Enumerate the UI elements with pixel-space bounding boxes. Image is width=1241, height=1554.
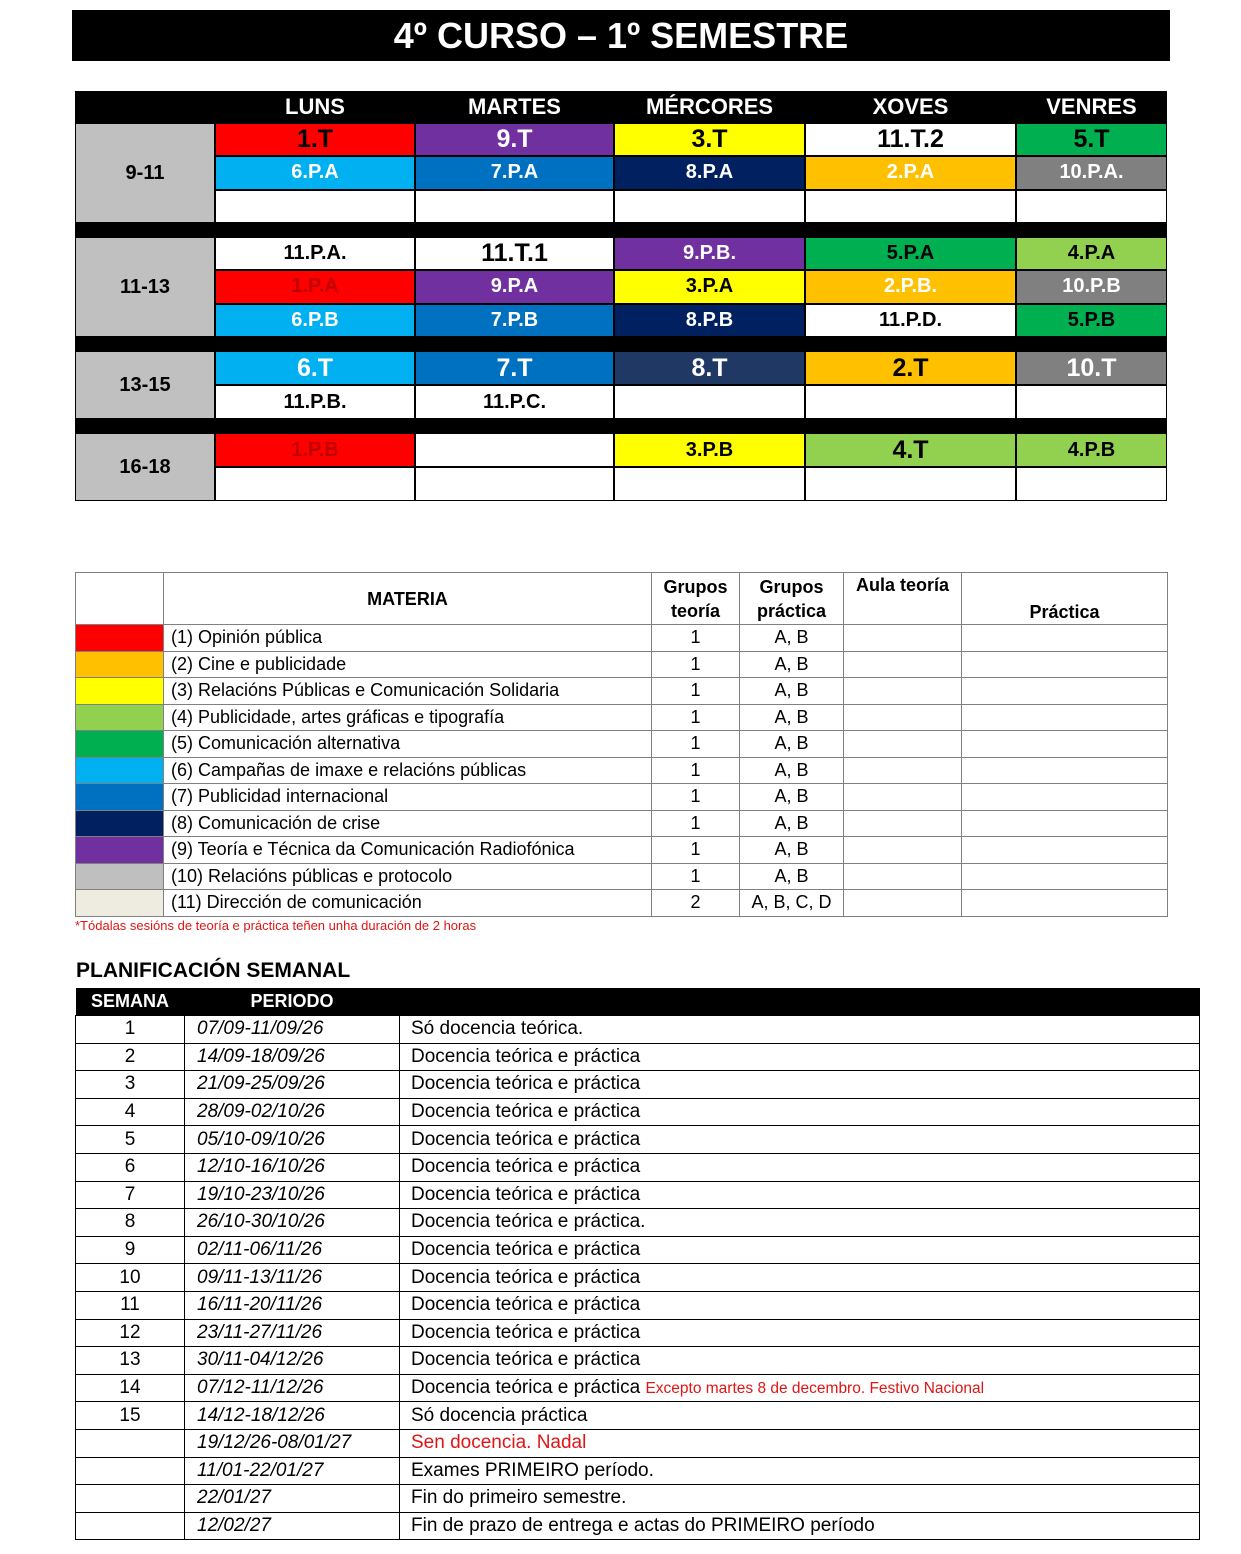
grupos-practica-value: A, B (740, 837, 844, 864)
class-slot: 11.P.C. (415, 385, 614, 419)
grupos-teoria-value: 1 (652, 810, 740, 837)
subject-color-swatch (76, 890, 164, 917)
aula-teoria-value (844, 784, 962, 811)
planning-row (76, 1347, 1200, 1375)
period-dates: 28/09-02/10/26 (185, 1098, 400, 1126)
week-number (76, 1457, 185, 1485)
description-text: Exames PRIMEIRO período. (411, 1459, 654, 1481)
week-number: 3 (76, 1071, 185, 1099)
description-text: Docencia teórica e práctica. (411, 1211, 646, 1233)
class-slot: 10.P.B (1016, 270, 1167, 303)
class-slot: 9.T (415, 123, 614, 156)
grupos-teoria-value: 1 (652, 651, 740, 678)
day-header-mércores: MÉRCORES (614, 91, 805, 123)
grupos-teoria-value: 1 (652, 731, 740, 758)
planning-row (76, 1126, 1200, 1154)
period-dates: 30/11-04/12/26 (185, 1347, 400, 1375)
day-header-martes: MARTES (415, 91, 614, 123)
subject-color-swatch (76, 757, 164, 784)
page-title: 4º CURSO – 1º SEMESTRE (72, 10, 1170, 61)
planning-row (76, 1209, 1200, 1237)
week-description (400, 1374, 1200, 1402)
week-description (400, 1236, 1200, 1264)
grupos-teoria-header: Grupos teoría (652, 573, 740, 625)
block-separator (75, 337, 1167, 351)
planning-row (76, 1374, 1200, 1402)
subject-color-swatch (76, 731, 164, 758)
class-slot: 9.P.B. (614, 237, 805, 270)
subject-row (76, 651, 1168, 678)
subject-color-swatch (76, 837, 164, 864)
materia-header: MATERIA (164, 573, 652, 625)
subject-row (76, 678, 1168, 705)
week-number: 4 (76, 1098, 185, 1126)
class-slot: 6.T (215, 351, 415, 385)
time-slot-16-18: 16-18 (75, 433, 215, 501)
empty-slot (415, 433, 614, 467)
period-dates: 14/12-18/12/26 (185, 1402, 400, 1430)
week-description (400, 1126, 1200, 1154)
description-text: Docencia teórica e práctica (411, 1128, 641, 1150)
week-description (400, 1429, 1200, 1457)
day-header-venres: VENRES (1016, 91, 1167, 123)
class-slot: 5.P.A (805, 237, 1016, 270)
period-dates: 19/12/26-08/01/27 (185, 1429, 400, 1457)
class-slot: 2.T (805, 351, 1016, 385)
grupos-practica-value: A, B (740, 704, 844, 731)
class-slot: 11.P.B. (215, 385, 415, 419)
week-number (76, 1512, 185, 1540)
subject-name: (1) Opinión pública (164, 625, 652, 652)
description-text: Docencia teórica e práctica (411, 1349, 641, 1371)
subject-name: (5) Comunicación alternativa (164, 731, 652, 758)
subject-row (76, 784, 1168, 811)
description-text: Docencia teórica e práctica (411, 1321, 641, 1343)
planning-row (76, 1043, 1200, 1071)
block-separator (75, 419, 1167, 433)
grupos-practica-value: A, B (740, 678, 844, 705)
class-slot: 8.P.A (614, 156, 805, 189)
class-slot: 5.T (1016, 123, 1167, 156)
class-slot: 8.T (614, 351, 805, 385)
practica-value (962, 810, 1168, 837)
class-slot: 11.T.2 (805, 123, 1016, 156)
class-slot: 10.P.A. (1016, 156, 1167, 189)
week-number: 15 (76, 1402, 185, 1430)
period-dates: 07/09-11/09/26 (185, 1016, 400, 1044)
week-description (400, 1485, 1200, 1513)
empty-slot (805, 385, 1016, 419)
semana-header: SEMANA (76, 988, 185, 1016)
periodo-header: PERIODO (185, 988, 400, 1016)
block-separator (75, 223, 1167, 237)
week-number (76, 1429, 185, 1457)
class-slot: 3.P.B (614, 433, 805, 467)
class-slot: 1.P.A (215, 270, 415, 303)
week-description (400, 1181, 1200, 1209)
planning-row (76, 1016, 1200, 1044)
empty-slot (415, 467, 614, 501)
planning-row (76, 1098, 1200, 1126)
week-number: 13 (76, 1347, 185, 1375)
practica-value (962, 837, 1168, 864)
subject-row (76, 890, 1168, 917)
holiday-note: Excepto martes 8 de decembro. Festivo Nacional (645, 1380, 985, 1398)
class-slot: 1.T (215, 123, 415, 156)
description-text: Docencia teórica e práctica (411, 1239, 641, 1261)
planning-title: PLANIFICACIÓN SEMANAL (76, 959, 351, 982)
period-dates: 26/10-30/10/26 (185, 1209, 400, 1237)
subject-row (76, 810, 1168, 837)
descricion-header (400, 988, 1200, 1016)
grupos-teoria-value: 1 (652, 704, 740, 731)
planning-row (76, 1153, 1200, 1181)
grupos-teoria-value: 1 (652, 863, 740, 890)
period-dates: 22/01/27 (185, 1485, 400, 1513)
description-text: Docencia teórica e práctica (411, 1183, 641, 1205)
class-slot: 4.T (805, 433, 1016, 467)
period-dates: 21/09-25/09/26 (185, 1071, 400, 1099)
period-dates: 16/11-20/11/26 (185, 1291, 400, 1319)
week-description (400, 1209, 1200, 1237)
description-text: Docencia teórica e práctica (411, 1266, 641, 1288)
grupos-practica-value: A, B (740, 810, 844, 837)
class-slot: 3.P.A (614, 270, 805, 303)
grupos-teoria-value: 1 (652, 837, 740, 864)
class-slot: 5.P.B (1016, 304, 1167, 337)
practica-value (962, 704, 1168, 731)
week-description (400, 1291, 1200, 1319)
empty-slot (215, 190, 415, 223)
class-slot: 3.T (614, 123, 805, 156)
planning-row (76, 1429, 1200, 1457)
empty-slot (614, 467, 805, 501)
duration-note: *Tódalas sesións de teoría e práctica teñen unha duración de 2 horas (75, 918, 477, 933)
time-slot-9-11: 9-11 (75, 123, 215, 223)
day-header-xoves: XOVES (805, 91, 1016, 123)
week-number (76, 1485, 185, 1513)
subject-color-swatch (76, 678, 164, 705)
week-number: 10 (76, 1264, 185, 1292)
empty-slot (614, 385, 805, 419)
empty-slot (1016, 467, 1167, 501)
aula-teoria-value (844, 863, 962, 890)
grupos-teoria-value: 2 (652, 890, 740, 917)
practica-value (962, 678, 1168, 705)
grupos-teoria-value: 1 (652, 784, 740, 811)
grupos-practica-value: A, B (740, 757, 844, 784)
class-slot: 4.P.B (1016, 433, 1167, 467)
week-description (400, 1153, 1200, 1181)
week-description (400, 1264, 1200, 1292)
description-text: Docencia teórica e práctica (411, 1073, 641, 1095)
practica-value (962, 731, 1168, 758)
grupos-practica-value: A, B (740, 863, 844, 890)
week-number: 9 (76, 1236, 185, 1264)
subject-name: (3) Relacións Públicas e Comunicación Solidaria (164, 678, 652, 705)
aula-teoria-header: Aula teoría (844, 573, 962, 625)
day-header-luns: LUNS (215, 91, 415, 123)
subject-color-swatch (76, 784, 164, 811)
period-dates: 07/12-11/12/26 (185, 1374, 400, 1402)
period-dates: 23/11-27/11/26 (185, 1319, 400, 1347)
class-slot: 6.P.A (215, 156, 415, 189)
week-description (400, 1402, 1200, 1430)
practica-header: Práctica (962, 573, 1168, 625)
empty-slot (415, 190, 614, 223)
week-number: 2 (76, 1043, 185, 1071)
class-slot: 10.T (1016, 351, 1167, 385)
practica-value (962, 757, 1168, 784)
empty-slot (1016, 190, 1167, 223)
description-text: Fin de prazo de entrega e actas do PRIMEIRO período (411, 1514, 875, 1536)
week-number: 11 (76, 1291, 185, 1319)
subject-name: (6) Campañas de imaxe e relacións públicas (164, 757, 652, 784)
subject-row (76, 837, 1168, 864)
class-slot: 7.P.B (415, 304, 614, 337)
week-number: 1 (76, 1016, 185, 1044)
subject-row (76, 731, 1168, 758)
practica-value (962, 625, 1168, 652)
class-slot: 2.P.B. (805, 270, 1016, 303)
week-number: 7 (76, 1181, 185, 1209)
week-description (400, 1098, 1200, 1126)
week-description (400, 1319, 1200, 1347)
subject-row (76, 863, 1168, 890)
class-slot: 11.T.1 (415, 237, 614, 270)
class-slot: 11.P.D. (805, 304, 1016, 337)
practica-value (962, 784, 1168, 811)
planning-row (76, 1319, 1200, 1347)
class-slot: 1.P.B (215, 433, 415, 467)
period-dates: 12/10-16/10/26 (185, 1153, 400, 1181)
period-dates: 12/02/27 (185, 1512, 400, 1540)
grupos-teoria-value: 1 (652, 678, 740, 705)
subject-name: (9) Teoría e Técnica da Comunicación Radiofónica (164, 837, 652, 864)
description-text: Só docencia práctica (411, 1404, 588, 1426)
subject-name: (2) Cine e publicidade (164, 651, 652, 678)
time-slot-11-13: 11-13 (75, 237, 215, 337)
subjects-table (75, 572, 1168, 917)
empty-slot (614, 190, 805, 223)
description-text: Docencia teórica e práctica (411, 1045, 641, 1067)
description-text: Fin do primeiro semestre. (411, 1487, 627, 1509)
week-description (400, 1347, 1200, 1375)
subject-name: (10) Relacións públicas e protocolo (164, 863, 652, 890)
planning-row (76, 1457, 1200, 1485)
description-text: Docencia teórica e práctica (411, 1377, 641, 1399)
practica-value (962, 890, 1168, 917)
aula-teoria-value (844, 704, 962, 731)
planning-row (76, 1071, 1200, 1099)
class-slot: 8.P.B (614, 304, 805, 337)
weekly-schedule (75, 91, 1167, 513)
description-text: Docencia teórica e práctica (411, 1294, 641, 1316)
description-text: Sen docencia. Nadal (411, 1432, 587, 1454)
period-dates: 11/01-22/01/27 (185, 1457, 400, 1485)
week-number: 6 (76, 1153, 185, 1181)
empty-slot (805, 190, 1016, 223)
description-text: Docencia teórica e práctica (411, 1156, 641, 1178)
subject-color-swatch (76, 810, 164, 837)
description-text: Docencia teórica e práctica (411, 1101, 641, 1123)
week-description (400, 1512, 1200, 1540)
planning-row (76, 1402, 1200, 1430)
class-slot: 9.P.A (415, 270, 614, 303)
aula-teoria-value (844, 625, 962, 652)
planning-row (76, 1485, 1200, 1513)
planning-row (76, 1512, 1200, 1540)
class-slot: 2.P.A (805, 156, 1016, 189)
subject-color-swatch (76, 704, 164, 731)
week-number: 8 (76, 1209, 185, 1237)
week-number: 5 (76, 1126, 185, 1154)
grupos-teoria-value: 1 (652, 757, 740, 784)
empty-slot (1016, 385, 1167, 419)
week-description (400, 1457, 1200, 1485)
subject-color-swatch (76, 863, 164, 890)
subject-row (76, 757, 1168, 784)
period-dates: 14/09-18/09/26 (185, 1043, 400, 1071)
period-dates: 05/10-09/10/26 (185, 1126, 400, 1154)
aula-teoria-value (844, 890, 962, 917)
practica-value (962, 863, 1168, 890)
period-dates: 19/10-23/10/26 (185, 1181, 400, 1209)
color-key-header (76, 573, 164, 625)
subject-color-swatch (76, 651, 164, 678)
grupos-practica-value: A, B (740, 784, 844, 811)
grupos-teoria-value: 1 (652, 625, 740, 652)
practica-value (962, 651, 1168, 678)
description-text: Só docencia teórica. (411, 1018, 584, 1040)
grupos-practica-value: A, B (740, 625, 844, 652)
week-number: 14 (76, 1374, 185, 1402)
empty-slot (805, 467, 1016, 501)
class-slot: 7.P.A (415, 156, 614, 189)
planning-row (76, 1291, 1200, 1319)
subject-name: (11) Dirección de comunicación (164, 890, 652, 917)
week-number: 12 (76, 1319, 185, 1347)
grupos-practica-value: A, B (740, 651, 844, 678)
subject-name: (8) Comunicación de crise (164, 810, 652, 837)
planning-table (75, 988, 1200, 1540)
subject-name: (4) Publicidade, artes gráficas e tipografía (164, 704, 652, 731)
subject-row (76, 625, 1168, 652)
class-slot: 7.T (415, 351, 614, 385)
week-description (400, 1043, 1200, 1071)
class-slot: 11.P.A. (215, 237, 415, 270)
subject-color-swatch (76, 625, 164, 652)
aula-teoria-value (844, 837, 962, 864)
aula-teoria-value (844, 678, 962, 705)
week-description (400, 1016, 1200, 1044)
aula-teoria-value (844, 757, 962, 784)
time-slot-13-15: 13-15 (75, 351, 215, 419)
period-dates: 09/11-13/11/26 (185, 1264, 400, 1292)
planning-row (76, 1264, 1200, 1292)
class-slot: 4.P.A (1016, 237, 1167, 270)
planning-row (76, 1236, 1200, 1264)
grupos-practica-value: A, B (740, 731, 844, 758)
aula-teoria-value (844, 651, 962, 678)
grupos-practica-header: Grupos práctica (740, 573, 844, 625)
planning-row (76, 1181, 1200, 1209)
empty-slot (215, 467, 415, 501)
aula-teoria-value (844, 731, 962, 758)
subject-row (76, 704, 1168, 731)
subject-name: (7) Publicidad internacional (164, 784, 652, 811)
period-dates: 02/11-06/11/26 (185, 1236, 400, 1264)
grupos-practica-value: A, B, C, D (740, 890, 844, 917)
aula-teoria-value (844, 810, 962, 837)
class-slot: 6.P.B (215, 304, 415, 337)
week-description (400, 1071, 1200, 1099)
